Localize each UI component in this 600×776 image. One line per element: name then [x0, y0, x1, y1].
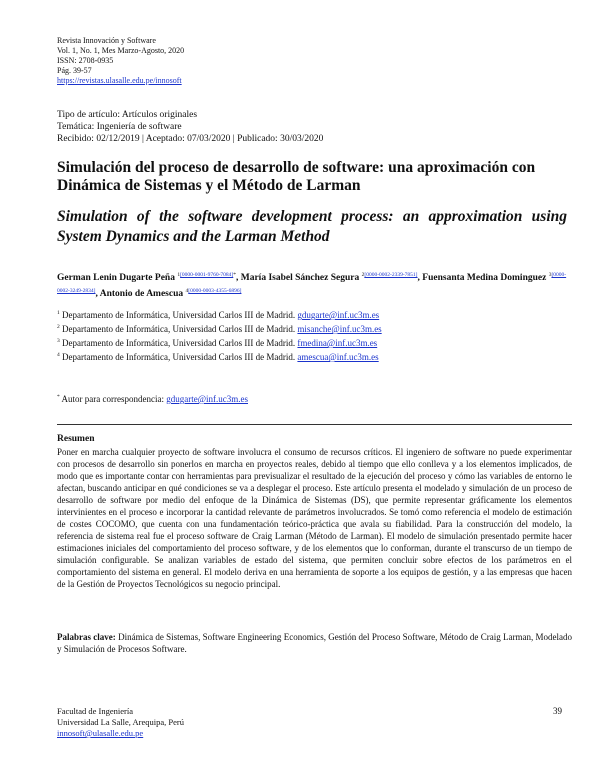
- article-theme: Temática: Ingeniería de software: [57, 122, 182, 132]
- email-link[interactable]: gdugarte@inf.uc3m.es: [297, 310, 380, 320]
- keywords-text: Dinámica de Sistemas, Software Engineering Economics, Gestión del Proceso Software, Método de Craig Larman, Modelado y Simulación de Procesos Software.: [57, 632, 572, 654]
- email-link[interactable]: misanche@inf.uc3m.es: [297, 324, 382, 334]
- article-dates: Recibido: 02/12/2019 | Aceptado: 07/03/2020 | Publicado: 30/03/2020: [57, 134, 324, 144]
- keywords-label: Palabras clave:: [57, 632, 116, 642]
- journal-url-link[interactable]: https://revistas.ulasalle.edu.pe/innosoft: [57, 76, 182, 85]
- journal-pages: Pág. 39-57: [57, 66, 92, 75]
- journal-header: [57, 36, 357, 86]
- affiliation-item: $^3$ Departamento de Informática, Universidad Carlos III de Madrid. fmedina@inf.uc3m.es: [57, 338, 378, 348]
- affiliation-item: $^1$ Departamento de Informática, Universidad Carlos III de Madrid. gdugarte@inf.uc3m.es: [57, 310, 380, 320]
- article-meta: [57, 109, 323, 145]
- author-name: María Isabel Sánchez Segura: [240, 273, 360, 284]
- journal-name: Revista Innovación y Software: [57, 36, 156, 45]
- title-spanish: Simulación del proceso de desarrollo de software: una aproximación con Dinámica de Sistemas y el Método de Larman: [57, 159, 536, 194]
- author-name: German Lenin Dugarte Peña: [57, 273, 175, 284]
- footer-university: Universidad La Salle, Arequipa, Perú: [57, 717, 184, 727]
- author-affil-num: 2: [361, 272, 365, 278]
- title-english: Simulation of the software development process: an approximation using System Dynamics and the Larman Method: [57, 208, 567, 245]
- abstract-text: Poner en marcha cualquier proyecto de software involucra el consumo de recursos críticos. El ingeniero de software no puede experimentar con procesos de desarrollo sin ponerlos en marcha en proyectos reales, debido al tiempo que ello conlleva y a los elementos implicados, de modo que es importante contar con herramientas para previsualizar el resultado de la ejecución del proceso y cómo las variables de entorno le afectan, buscando anticipar en qué condiciones se va a desplegar el proceso. Este artículo presenta el modelado y simulación de un proceso de desarrollo de software por medio del enfoque de la Dinámica de Sistemas (DS), que permite representar gráficamente los elementos intervinientes en el proceso e incorporar la cantidad relevante de parámetros involucrados. Se tomó como referencia el modelo de estimación de costes COCOMO, que cuenta con una fundamentación teórico-práctica que avala su fiabilidad. Para la construcción del modelo, la referencia de sistema real fue el proceso software de Craig Larman (Método de Larman). El modelo de simulación presentado permite hacer estimaciones iniciales del comportamiento del proceso software, y de los elementos que lo conforman, durante el transcurso de un tiempo de simulación configurable. Se analizan variables de estado del sistema, que permiten concluir sobre efectos de los parámetros en el comportamiento del sistema en general. El modelo deriva en una herramienta de soporte a los equipos de gestión, y a las empresas que hacen de la Gestión de Proyectos Tecnológicos su negocio principal.: [57, 447, 572, 589]
- journal-volume: Vol. 1, No. 1, Mes Marzo-Agosto, 2020: [57, 46, 185, 55]
- footer-faculty: Facultad de Ingeniería: [57, 706, 133, 716]
- correspondence-note: * Autor para correspondencia: gdugarte@inf.uc3m.es: [57, 394, 248, 404]
- orcid-link[interactable]: [0000-0001-9760-7084]: [180, 272, 234, 278]
- author-list: German Lenin Dugarte Peña $^{1[0000-0001-9760-7084]*}$, María Isabel Sánchez Segura $^{2[0000-0002-2339-7851]}$, Fuensanta Medina Dominguez $^{3[0000-0002-3249-2834]}$, Antonio de Amescua $^{4[0000-0003-4355-6896]}$: [57, 272, 567, 300]
- journal-issn: ISSN: 2708-0935: [57, 56, 114, 65]
- correspondence-email-link[interactable]: gdugarte@inf.uc3m.es: [166, 394, 248, 404]
- author-name: Fuensanta Medina Dominguez: [422, 273, 547, 284]
- keywords: [57, 631, 572, 655]
- author-name: Antonio de Amescua: [99, 289, 184, 300]
- article-type: Tipo de artículo: Artículos originales: [57, 110, 198, 120]
- orcid-link[interactable]: [0000-0002-3249-2834]: [57, 272, 567, 295]
- divider: [57, 424, 572, 425]
- page-footer: [57, 706, 184, 739]
- orcid-link[interactable]: [0000-0003-4355-6896]: [188, 288, 242, 295]
- author-affil-num: 3: [548, 272, 552, 278]
- footer-email-link[interactable]: innosoft@ulasalle.edu.pe: [57, 728, 144, 738]
- affiliation-item: $^2$ Departamento de Informática, Universidad Carlos III de Madrid. misanche@inf.uc3m.es: [57, 324, 382, 334]
- abstract-heading: Resumen: [57, 434, 95, 444]
- orcid-link[interactable]: [0000-0002-2339-7851]: [364, 272, 418, 278]
- corresponding-mark: *: [233, 272, 236, 278]
- author-affil-num: 1: [177, 272, 181, 278]
- author-affil-num: 4: [185, 288, 189, 295]
- affiliation-item: $^4$ Departamento de Informática, Universidad Carlos III de Madrid. amescua@inf.uc3m.es: [57, 352, 379, 362]
- affiliation-list: [57, 307, 382, 363]
- email-link[interactable]: amescua@inf.uc3m.es: [297, 352, 379, 362]
- page-number: 39: [553, 706, 562, 716]
- email-link[interactable]: fmedina@inf.uc3m.es: [297, 338, 378, 348]
